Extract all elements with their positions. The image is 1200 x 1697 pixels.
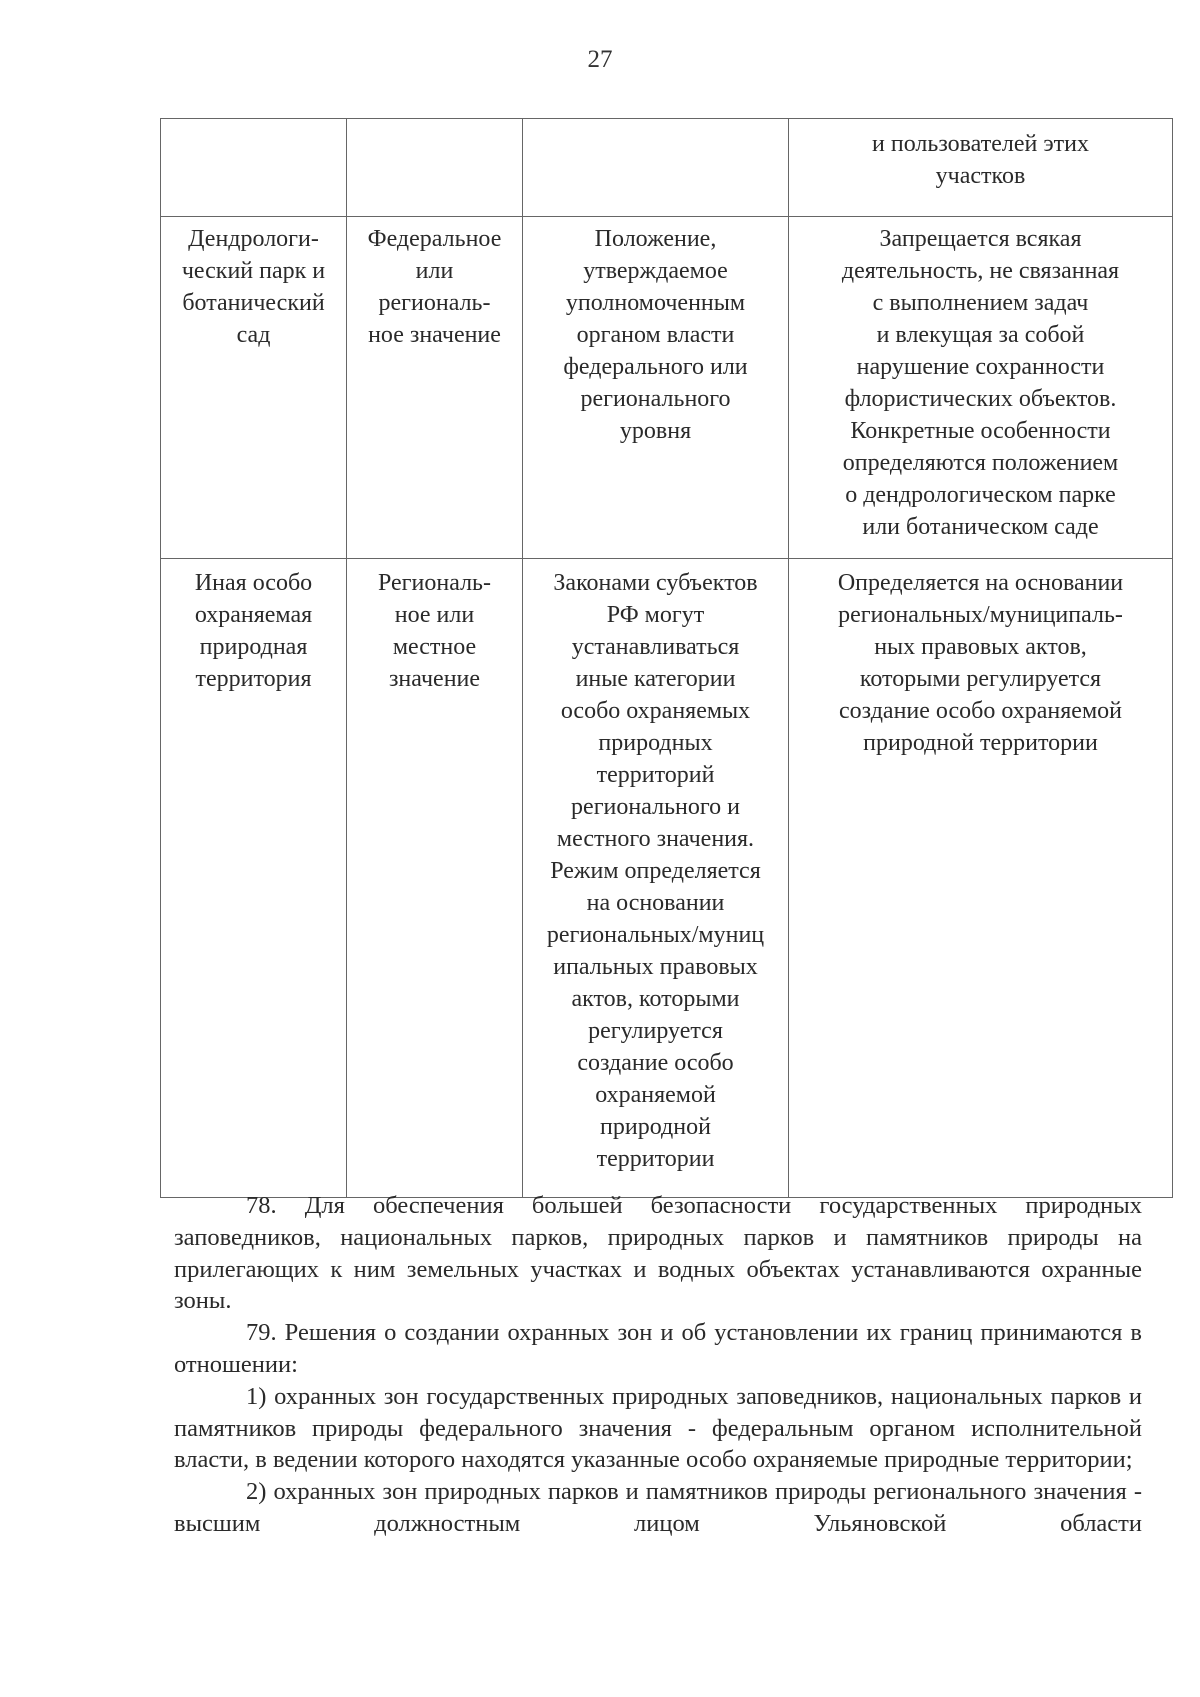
table-cell: Дендрологи- ческий парк и ботанический сад — [161, 217, 347, 559]
table-cell — [347, 119, 523, 217]
paragraph-79-item-1: 1) охранных зон государственных природных заповедников, национальных парков и памятников природы федерального значения - федеральным органом исполнительной власти, в ведении которого находятся указанные особо охраняемые природные территории; — [174, 1382, 1142, 1474]
paragraph-78: 78. Для обеспечения большей безопасности государственных природных заповедников, национальных парков, природных парков и памятников природы на прилегающих к ним земельных участках и водных объектах устанавливаются охранные зоны. — [174, 1192, 1142, 1315]
table-cell: Федеральное или региональ- ное значение — [347, 217, 523, 559]
table-cell — [161, 119, 347, 217]
table-row — [161, 217, 1173, 559]
table-cell — [523, 119, 789, 217]
paragraph-79: 79. Решения о создании охранных зон и об установлении их границ принимаются в отношении: — [174, 1319, 1142, 1378]
table-cell: Региональ- ное или местное значение — [347, 559, 523, 1198]
table-cell: и пользователей этих участков — [789, 119, 1173, 217]
protected-areas-table — [160, 118, 1173, 1198]
table-row — [161, 119, 1173, 217]
body-text — [174, 1190, 1142, 1540]
table-cell: Иная особо охраняемая природная территория — [161, 559, 347, 1198]
paragraph-79-item-2: 2) охранных зон природных парков и памятников природы регионального значения - высшим должностным лицом Ульяновской области — [174, 1478, 1142, 1537]
table-cell: Запрещается всякая деятельность, не связанная с выполнением задач и влекущая за собой нарушение сохранности флористических объектов. Конкретные особенности определяются положением о дендрологическом парке или ботаническом саде — [789, 217, 1173, 559]
table-row — [161, 559, 1173, 1198]
page-number: 27 — [587, 46, 613, 73]
table-cell: Законами субъектов РФ могут устанавливаться иные категории особо охраняемых природных территорий регионального и местного значения. Режим определяется на основании региональных/муниц ипальных правовых актов, которыми регулируется создание особо охраняемой природной территории — [523, 559, 789, 1198]
table-cell: Определяется на основании региональных/муниципаль- ных правовых актов, которыми регулируется создание особо охраняемой природной территории — [789, 559, 1173, 1198]
table-cell: Положение, утверждаемое уполномоченным органом власти федерального или регионального уровня — [523, 217, 789, 559]
